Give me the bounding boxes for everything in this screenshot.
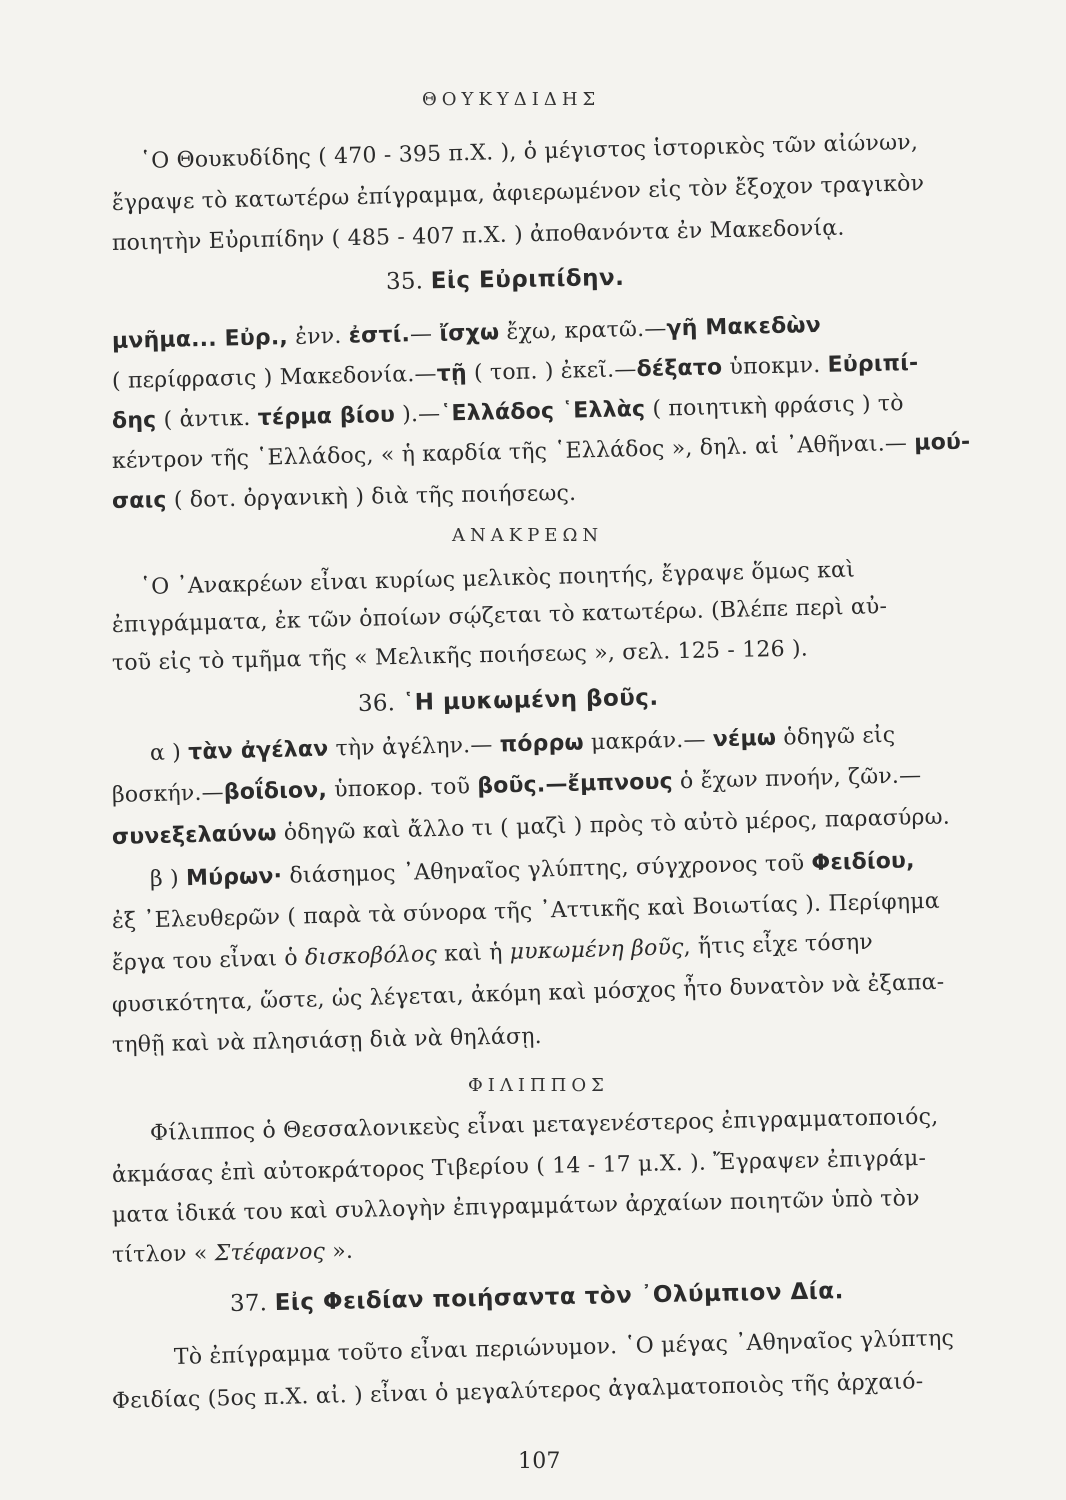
gloss-text: ἔχω, κρατῶ.— [498, 316, 667, 346]
gloss-term: βοΐδιον, [223, 777, 328, 806]
gloss-term: γῆ Μακεδὼν [666, 312, 822, 342]
thucydides-intro-line: ῾Ο Θουκυδίδης ( 470 - 395 π.Χ. ), ὁ μέγιστος ἱστορικὸς τῶν αἰώνων, [139, 129, 919, 174]
glossary-line [150, 847, 915, 894]
heading-philippus: ΦΙΛΙΠΠΟΣ [468, 1075, 609, 1096]
philippus-intro-line: ματα ἰδικά του καὶ συλλογὴν ἐπιγραμμάτων ἀρχαίων ποιητῶν ὑπὸ τὸν [111, 1186, 920, 1228]
gloss-text: ( ποιητικὴ φράσις ) τὸ [644, 391, 905, 422]
gloss-term: ἴσχω [439, 320, 500, 347]
heading-thucydides: ΘΟΥΚΥΔΙΔΗΣ [422, 89, 601, 110]
glossary-line [112, 1023, 542, 1060]
poem-37-text-line: Τὸ ἐπίγραμμα τοῦτο εἶναι περιώνυμον. ῾Ο μέγας ᾿Αθηναῖος γλύπτης [173, 1325, 955, 1370]
gloss-text: ἐνν. [287, 323, 349, 351]
gloss-text: ).— [394, 401, 441, 428]
poem-36-title [358, 684, 659, 718]
gloss-term: ῾Ελλάδος ῾Ελλὰς [440, 396, 646, 427]
philippus-intro-line [112, 1238, 354, 1270]
gloss-text: , ἥτις εἶχε τόσην [683, 929, 874, 961]
poem-number: 35. [385, 268, 424, 295]
gloss-text: ὁδηγῶ καὶ ἄλλο τι ( μαζὶ ) πρὸς τὸ αὐτὸ μέρος, παρασύρω. [276, 804, 951, 846]
gloss-term: μνῆμα... Εὐρ., [111, 325, 289, 354]
glossary-line [150, 722, 896, 768]
gloss-text: α ) [149, 740, 189, 766]
poem-37-text-line: Φειδίας (5ος π.Χ. αἰ. ) εἶναι ὁ μεγαλύτερος ἀγαλματοποιὸς τῆς ἀρχαιό- [111, 1369, 924, 1414]
glossary-line [112, 888, 940, 936]
gloss-term: τέρμα βίου [257, 402, 396, 431]
gloss-term: βοῦς.—ἔμπνους [477, 769, 674, 800]
glossary-line [112, 429, 971, 476]
gloss-italic: δισκοβόλος [304, 941, 438, 971]
gloss-text: φυσικότητα, ὥστε, ὡς λέγεται, ἀκόμη καὶ μόσχος ἦτο δυνατὸν νὰ ἐξαπα- [111, 969, 945, 1018]
gloss-text: ὁδηγῶ εἰς [775, 722, 896, 751]
intro-text: ». [324, 1238, 354, 1265]
gloss-term: Μύρων· [185, 863, 283, 892]
glossary-line [112, 350, 919, 396]
poem-number: 37. [229, 1290, 268, 1317]
glossary-line [112, 312, 822, 356]
gloss-text: ( περίφρασις ) Μακεδονία.— [111, 361, 437, 394]
page-number: 107 [518, 1449, 561, 1474]
gloss-text: τὴν ἀγέλην.— [328, 732, 501, 762]
glossary-line [112, 762, 922, 810]
glossary-line [112, 804, 951, 852]
poem-title: Εἰς Εὐριπίδην. [430, 264, 625, 295]
gloss-term: Φειδίου, [811, 848, 915, 876]
gloss-term: τὰν ἀγέλαν [187, 736, 329, 766]
intro-text: τίτλον « [111, 1241, 215, 1268]
gloss-text: καὶ ἡ [436, 939, 511, 967]
gloss-term: τῇ [436, 360, 468, 387]
gloss-term: ἐστί. [348, 322, 411, 349]
gloss-text: β ) [149, 866, 187, 892]
intro-italic: Στέφανος [214, 1239, 326, 1267]
gloss-term: μού- [913, 429, 971, 456]
gloss-text: ( δοτ. ὀργανικὴ ) διὰ τῆς ποιήσεως. [166, 480, 577, 514]
glossary-line [112, 929, 874, 978]
poem-title: Εἰς Φειδίαν ποιήσαντα τὸν ᾿Ολύμπιον Δία. [274, 1278, 845, 1317]
glossary-line [112, 390, 904, 436]
gloss-text: βοσκήν.— [111, 780, 225, 808]
gloss-text: ( ἀντικ. [156, 405, 259, 433]
gloss-term: δέξατο [636, 355, 723, 383]
poem-37-title [230, 1277, 844, 1318]
thucydides-intro-line: ποιητὴν Εὐριπίδην ( 485 - 407 π.Χ. ) ἀποθανόντα ἐν Μακεδονίᾳ. [111, 215, 845, 256]
poem-title: ῾Η μυκωμένη βοῦς. [402, 684, 659, 717]
gloss-text: ὑποκορ. τοῦ [326, 774, 478, 803]
gloss-text: ὑποκμν. [722, 352, 828, 381]
heading-anacreon: ΑΝΑΚΡΕΩΝ [452, 525, 604, 546]
glossary-line [112, 969, 945, 1020]
philippus-intro-line: Φίλιππος ὁ Θεσσαλονικεὺς εἶναι μεταγενέστερος ἐπιγραμματοποιός, [149, 1104, 939, 1146]
philippus-intro-line: ἀκμάσας ἐπὶ αὐτοκράτορος Τιβερίου ( 14 - 17 μ.Χ. ). Ἔγραψεν ἐπιγράμ- [111, 1145, 927, 1188]
anacreon-intro-line: τοῦ εἰς τὸ τμῆμα τῆς « Μελικῆς ποιήσεως », σελ. 125 - 126 ). [111, 636, 809, 676]
gloss-term: νέμω [712, 725, 777, 753]
gloss-term: σαις [111, 488, 167, 514]
gloss-text: ἔργα του εἶναι ὁ [111, 945, 306, 976]
gloss-term: Εὐριπί- [827, 350, 919, 378]
gloss-text: ( τοπ. ) ἐκεῖ.— [466, 357, 637, 386]
thucydides-intro-line: ἔγραψε τὸ κατωτέρω ἐπίγραμμα, ἀφιερωμένον εἰς τὸν ἔξοχον τραγικὸν [111, 171, 925, 216]
gloss-term: δης [111, 407, 157, 434]
anacreon-intro-line: ἐπιγράμματα, ἐκ τῶν ὁποίων σῴζεται τὸ κατωτέρω. (Βλέπε περὶ αὐ- [111, 594, 888, 638]
gloss-text: τηθῇ καὶ νὰ πλησιάσῃ διὰ νὰ θηλάσῃ. [111, 1024, 543, 1058]
gloss-text: ὁ ἔχων πνοήν, ζῶν.— [672, 763, 922, 795]
gloss-text: μακράν.— [583, 727, 714, 756]
gloss-text: κέντρον τῆς ῾Ελλάδος, « ἡ καρδία τῆς ῾Ελλάδος », δηλ. αἱ ᾿Αθῆναι.— [111, 430, 915, 474]
anacreon-intro-line: ῾Ο ᾿Ανακρέων εἶναι κυρίως μελικὸς ποιητής, ἔγραψε ὅμως καὶ [139, 557, 856, 600]
gloss-text: διάσημος ᾿Αθηναῖος γλύπτης, σύγχρονος τοῦ [281, 850, 812, 889]
poem-number: 36. [357, 690, 396, 717]
gloss-text: ἐξ ᾿Ελευθερῶν ( παρὰ τὰ σύνορα τῆς ᾿Αττικῆς καὶ Βοιωτίας ). Περίφημα [111, 888, 941, 934]
gloss-text: — [409, 321, 440, 348]
gloss-italic: μυκωμένη βοῦς [509, 935, 684, 965]
gloss-term: πόρρω [499, 730, 585, 758]
poem-35-title [386, 264, 625, 296]
gloss-term: συνεξελαύνω [111, 820, 277, 850]
glossary-line [112, 480, 577, 516]
